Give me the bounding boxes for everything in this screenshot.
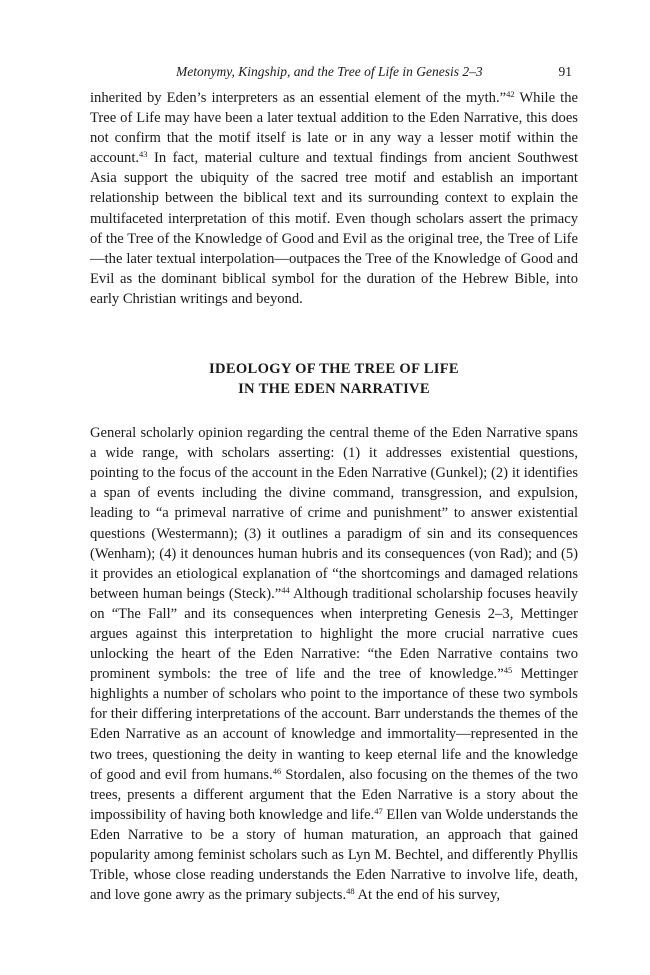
body-paragraph-1 [90,88,578,309]
paragraph-1-text: While the Tree of Life may have been a later textual addition to the Eden Narrative, this does not confirm that the motif itself is late or in any way a lesser motif within the account. [90,90,578,167]
footnote-ref-48: 48 [346,886,355,897]
paragraph-2-text: Ellen van Wolde understands the Eden Narrative to be a story of human maturation, an approach that gained popularity among feminist scholars such as Lyn M. Bechtel, and differently Phyllis Trible, whose close reading understands the Eden Narrative to involve life, death, and love gone awry as the primary subjects. [90,806,578,904]
footnote-ref-43: 43 [139,149,148,160]
footnote-ref-45: 45 [503,665,513,676]
book-page [90,64,578,905]
page-number: 91 [558,64,572,79]
running-head [90,64,578,88]
paragraph-2-text: Mettinger highlights a number of scholars who point to the importance of these two symbols for their differing interpretations of the account. Barr understands the themes of the Eden Narrative as an account of knowledge and immortality—represented in the two trees, questioning the deity in wanting to keep eternal life and the knowledge of good and evil from humans. [90,666,578,783]
section-heading [90,359,578,399]
footnote-ref-44: 44 [281,584,290,595]
body-paragraph-2 [90,423,578,905]
paragraph-2-text: General scholarly opinion regarding the central theme of the Eden Narrative spans a wide range, with scholars asserting: (1) it addresses existential questions, pointing to the focus of the account in the Eden Narrative (Gunkel); (2) it identifies a span of events including the divine command, transgression, and expulsion, leading to “a primeval narrative of crime and punishment” to answer existential questions (Westermann); (3) it outlines a paradigm of sin and its consequences (Wenham); (4) it denounces human hubris and its consequences (von Rad); and (5) it provides an etiological explanation of “the shortcomings and damaged relations between human beings (Steck).” [90,425,578,602]
paragraph-1-text: inherited by Eden’s interpreters as an essential element of the myth.” [90,90,507,106]
running-head-title: Metonymy, Kingship, and the Tree of Life in Genesis 2–3 [176,64,483,79]
section-heading-line-1: IDEOLOGY OF THE TREE OF LIFE [209,361,459,378]
paragraph-2-text: At the end of his survey, [354,887,500,904]
paragraph-2-text: Although traditional scholarship focuses heavily on “The Fall” and its consequences when interpreting Genesis 2–3, Mettinger argues against this interpretation to highlight the more crucial narrative cues unlocking the heart of the Eden Narrative: “the Eden Narrative contains two prominent symbols: the tree of life and the tree of knowledge.” [90,585,579,683]
section-heading-line-2: IN THE EDEN NARRATIVE [238,381,430,398]
footnote-ref-42: 42 [506,89,515,99]
footnote-ref-47: 47 [374,805,383,816]
paragraph-1-text: In fact, material culture and textual findings from ancient Southwest Asia support the ubiquity of the sacred tree motif and establish an important relationship between the biblical text and its surrounding context to explain the multifaceted interpretation of this motif. Even though scholars assert the primacy of the Tree of the Knowledge of Good and Evil as the original tree, the Tree of Life—the later textual interpolation—outpaces the Tree of the Knowledge of Good and Evil as the dominant biblical symbol for the duration of the Hebrew Bible, into early Christian writings and beyond. [90,150,578,307]
paragraph-2-text: Stordalen, also focusing on the themes of the two trees, presents a different argument that the Eden Narrative is a story about the impossibility of having both knowledge and life. [90,766,578,823]
footnote-ref-46: 46 [272,765,282,776]
